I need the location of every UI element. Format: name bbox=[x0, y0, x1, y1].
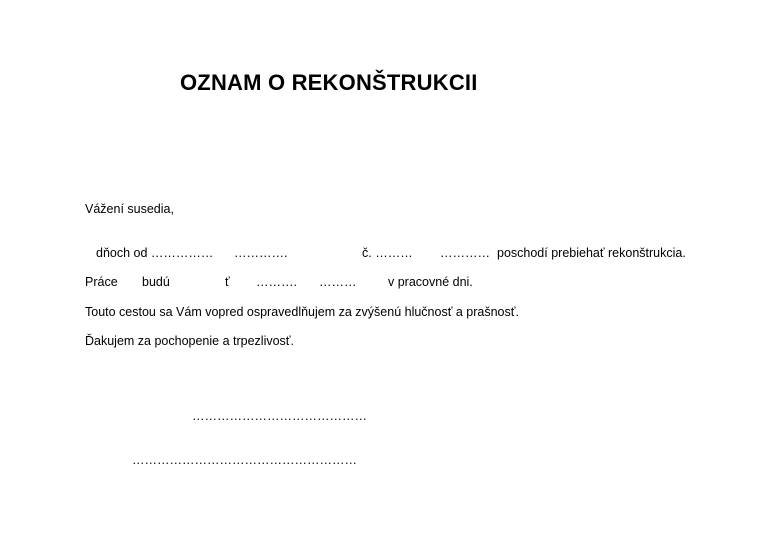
apology-line: Touto cestou sa Vám vopred ospravedlňujem za zvýšenú hlučnosť a prašnosť. bbox=[85, 305, 519, 319]
line-2-part-f: v pracovné dni. bbox=[388, 275, 473, 289]
line-1-part-b: …………. bbox=[234, 246, 288, 260]
salutation: Vážení susedia, bbox=[85, 202, 174, 216]
line-2-part-c: ť bbox=[225, 275, 230, 289]
line-1-part-c: č. ……… bbox=[362, 246, 413, 260]
line-1-part-a: dňoch od …………… bbox=[96, 246, 214, 260]
line-1-part-d: ………… bbox=[440, 246, 490, 260]
signature-line-2: ……………………………………………… bbox=[132, 453, 357, 467]
line-1-part-e: poschodí prebiehať rekonštrukcia. bbox=[497, 246, 686, 260]
line-2-part-a: Práce bbox=[85, 275, 118, 289]
thanks-line: Ďakujem za pochopenie a trpezlivosť. bbox=[85, 334, 294, 348]
line-2-part-b: budú bbox=[142, 275, 170, 289]
line-2-part-e: ……… bbox=[319, 275, 357, 289]
line-2-part-d: ………. bbox=[256, 275, 297, 289]
page-title: OZNAM O REKONŠTRUKCII bbox=[180, 70, 478, 95]
signature-line-1: …………………………………… bbox=[192, 409, 367, 423]
